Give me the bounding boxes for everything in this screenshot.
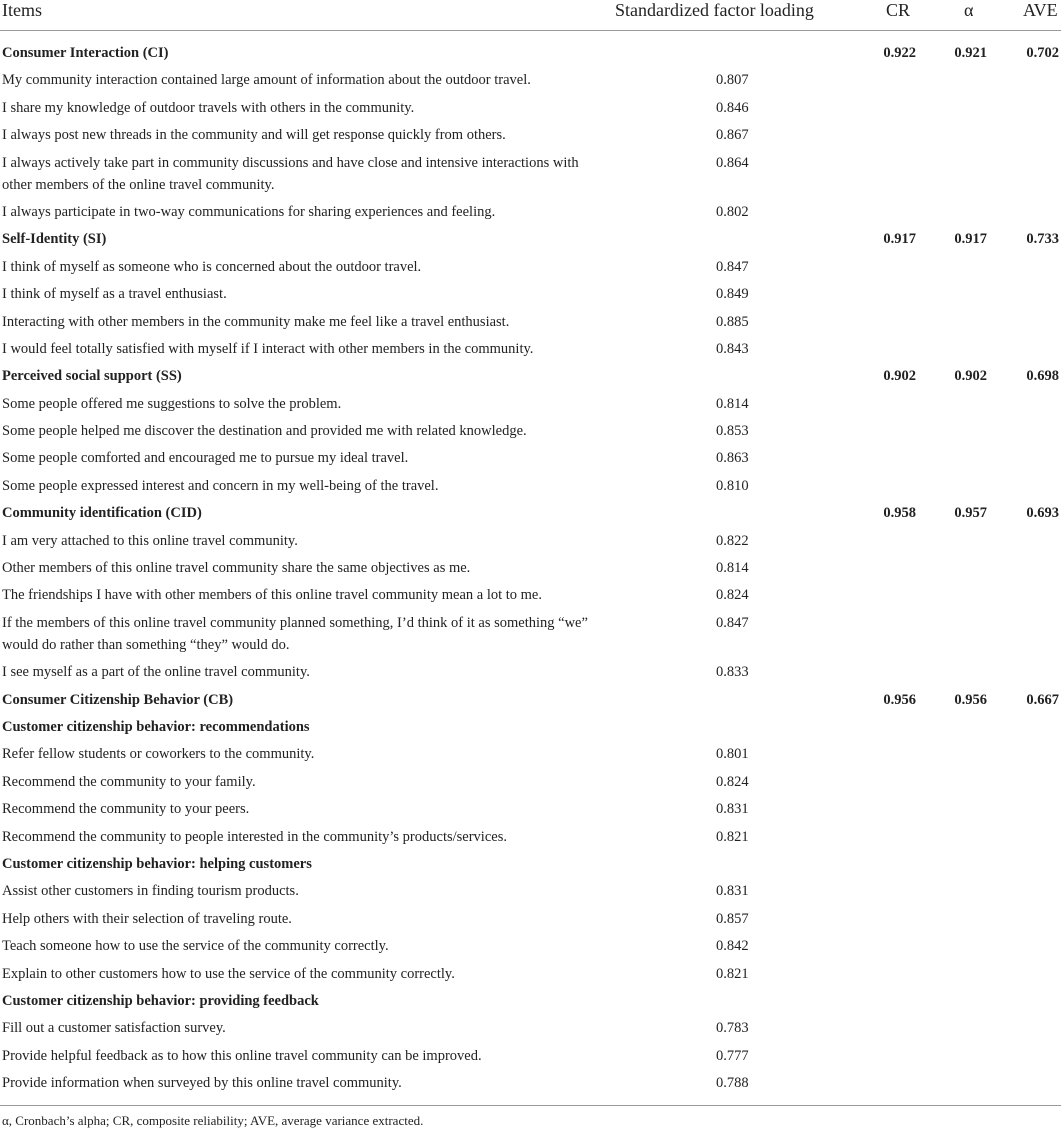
ave-value [987, 582, 1059, 609]
cr-value [800, 528, 916, 555]
row-text: Customer citizenship behavior: helping customers [2, 855, 312, 872]
factor-loading: 0.831 [716, 801, 749, 818]
cr-value [800, 933, 916, 960]
factor-loading: 0.833 [716, 664, 749, 681]
item-row [0, 336, 1061, 363]
ave-value [987, 1070, 1059, 1097]
item-row [0, 961, 1061, 988]
row-text: Provide helpful feedback as to how this online travel community can be improved. [2, 1047, 482, 1064]
ave-value [987, 445, 1059, 472]
row-text: Explain to other customers how to use the service of the community correctly. [2, 965, 455, 982]
item-row [0, 122, 1061, 149]
row-text: Community identification (CID) [2, 505, 202, 522]
factor-loading: 0.853 [716, 423, 749, 440]
ave-value [987, 122, 1059, 149]
cr-value [800, 714, 916, 741]
ave-value [987, 851, 1059, 878]
item-row [0, 445, 1061, 472]
cr-value: 0.958 [883, 505, 916, 522]
alpha-value: 0.917 [954, 231, 987, 248]
subconstruct-label [0, 988, 800, 1015]
alpha-value [916, 714, 987, 741]
row-text: I see myself as a part of the online travel community. [2, 664, 310, 681]
row-text: Customer citizenship behavior: providing feedback [2, 992, 319, 1009]
item-row [0, 741, 1061, 768]
row-text: Some people helped me discover the destination and provided me with related knowledge. [2, 423, 527, 440]
item-text [0, 336, 800, 363]
item-text [0, 473, 800, 500]
header-ave: AVE [1023, 0, 1058, 20]
alpha-value [916, 659, 987, 686]
item-text [0, 878, 800, 905]
cr-value [800, 445, 916, 472]
item-text [0, 961, 800, 988]
row-text: Provide information when surveyed by this online travel community. [2, 1075, 402, 1092]
alpha-value [916, 878, 987, 905]
ave-value [987, 555, 1059, 582]
alpha-value [916, 906, 987, 933]
alpha-value: 0.921 [954, 45, 987, 61]
ave-value [987, 741, 1059, 768]
alpha-value [916, 254, 987, 281]
factor-loading: 0.814 [716, 395, 749, 412]
item-text [0, 199, 800, 226]
row-text: Some people comforted and encouraged me to pursue my ideal travel. [2, 450, 409, 467]
item-row [0, 95, 1061, 122]
construct-label [0, 687, 800, 714]
item-row [0, 528, 1061, 555]
row-text: Customer citizenship behavior: recommendations [2, 718, 310, 735]
factor-loading: 0.814 [716, 560, 749, 577]
item-text [0, 150, 800, 199]
item-row [0, 1015, 1061, 1042]
row-text: Teach someone how to use the service of the community correctly. [2, 938, 389, 955]
alpha-value [916, 988, 987, 1015]
construct-row [0, 687, 1061, 714]
item-row [0, 933, 1061, 960]
alpha-value [916, 95, 987, 122]
cr-value [800, 824, 916, 851]
ave-value: 0.667 [1026, 691, 1059, 708]
header-cr: CR [886, 0, 911, 20]
item-text [0, 1070, 800, 1097]
cr-value [800, 610, 916, 659]
cr-value [800, 1015, 916, 1042]
cr-value [800, 961, 916, 988]
row-text: Self-Identity (SI) [2, 231, 107, 248]
row-text: I always post new threads in the community and will get response quickly from others. [2, 127, 506, 144]
factor-loading: 0.885 [716, 313, 749, 330]
item-row [0, 769, 1061, 796]
ave-value [987, 95, 1059, 122]
item-text [0, 659, 800, 686]
row-text: If the members of this online travel community planned something, I’d think of it as something “we” would do rather than something “they” would do. [2, 614, 588, 653]
alpha-value [916, 336, 987, 363]
alpha-value [916, 473, 987, 500]
item-text [0, 528, 800, 555]
cr-value [800, 796, 916, 823]
cr-value [800, 1070, 916, 1097]
row-text: Fill out a customer satisfaction survey. [2, 1020, 226, 1037]
alpha-value [916, 122, 987, 149]
alpha-value [916, 1043, 987, 1070]
factor-loading: 0.821 [716, 828, 749, 845]
cr-value [800, 309, 916, 336]
cr-value: 0.922 [883, 45, 916, 61]
factor-loading: 0.831 [716, 883, 749, 900]
item-row [0, 254, 1061, 281]
row-text: Other members of this online travel community share the same objectives as me. [2, 560, 471, 577]
cr-value [800, 150, 916, 199]
ave-value [987, 878, 1059, 905]
item-row [0, 824, 1061, 851]
item-text [0, 741, 800, 768]
footnote: α, Cronbach’s alpha; CR, composite reliability; AVE, average variance extracted. [2, 1113, 424, 1128]
item-row [0, 659, 1061, 686]
alpha-value [916, 769, 987, 796]
ave-value [987, 309, 1059, 336]
cr-value [800, 122, 916, 149]
alpha-value [916, 851, 987, 878]
row-text: My community interaction contained large amount of information about the outdoor travel. [2, 72, 531, 89]
footer-rule [0, 1105, 1061, 1106]
construct-row [0, 363, 1061, 390]
alpha-value [916, 67, 987, 94]
item-row [0, 150, 1061, 199]
item-text [0, 95, 800, 122]
row-text: Help others with their selection of traveling route. [2, 910, 292, 927]
row-text: I think of myself as someone who is concerned about the outdoor travel. [2, 258, 422, 275]
cr-value [800, 418, 916, 445]
alpha-value [916, 199, 987, 226]
ave-value [987, 610, 1059, 659]
item-text [0, 769, 800, 796]
row-text: I would feel totally satisfied with myself if I interact with other members in the community. [2, 340, 534, 357]
row-text: I share my knowledge of outdoor travels with others in the community. [2, 99, 415, 116]
ave-value [987, 67, 1059, 94]
ave-value [987, 418, 1059, 445]
item-row [0, 878, 1061, 905]
cr-value [800, 473, 916, 500]
item-row [0, 473, 1061, 500]
cr-value [800, 67, 916, 94]
factor-loading: 0.777 [716, 1047, 749, 1064]
alpha-value [916, 824, 987, 851]
cr-value [800, 1043, 916, 1070]
alpha-value: 0.956 [954, 691, 987, 708]
row-text: I think of myself as a travel enthusiast. [2, 286, 227, 303]
alpha-value [916, 391, 987, 418]
construct-row [0, 226, 1061, 253]
alpha-value: 0.957 [954, 505, 987, 522]
cr-value: 0.917 [883, 231, 916, 248]
factor-loading: 0.857 [716, 910, 749, 927]
cr-value [800, 878, 916, 905]
header-alpha: α [964, 0, 974, 20]
item-text [0, 309, 800, 336]
factor-loading: 0.824 [716, 587, 749, 604]
cr-value [800, 988, 916, 1015]
ave-value: 0.698 [1026, 368, 1059, 385]
ave-value: 0.702 [1026, 45, 1059, 61]
item-row [0, 1043, 1061, 1070]
subconstruct-row [0, 851, 1061, 878]
alpha-value [916, 582, 987, 609]
subconstruct-label [0, 851, 800, 878]
alpha-value [916, 418, 987, 445]
ave-value [987, 528, 1059, 555]
row-text: Consumer Citizenship Behavior (CB) [2, 691, 234, 708]
item-text [0, 391, 800, 418]
alpha-value [916, 1070, 987, 1097]
cr-value [800, 741, 916, 768]
ave-value [987, 336, 1059, 363]
item-row [0, 1070, 1061, 1097]
header-items: Items [2, 0, 42, 20]
item-text [0, 1043, 800, 1070]
ave-value [987, 659, 1059, 686]
cr-value [800, 199, 916, 226]
alpha-value: 0.902 [954, 368, 987, 385]
subconstruct-row [0, 988, 1061, 1015]
construct-label [0, 226, 800, 253]
row-text: I am very attached to this online travel community. [2, 532, 298, 549]
cr-value [800, 555, 916, 582]
item-text [0, 445, 800, 472]
row-text: I always participate in two-way communications for sharing experiences and feeling. [2, 203, 496, 220]
item-row [0, 796, 1061, 823]
subconstruct-row [0, 714, 1061, 741]
alpha-value [916, 309, 987, 336]
ave-value [987, 906, 1059, 933]
ave-value [987, 933, 1059, 960]
factor-loading: 0.824 [716, 773, 749, 790]
item-row [0, 309, 1061, 336]
item-row [0, 582, 1061, 609]
item-row [0, 418, 1061, 445]
item-row [0, 610, 1061, 659]
cr-value: 0.956 [883, 691, 916, 708]
item-row [0, 555, 1061, 582]
factor-loading: 0.821 [716, 965, 749, 982]
item-text [0, 582, 800, 609]
header-loading: Standardized factor loading [615, 0, 814, 20]
construct-row [0, 500, 1061, 527]
cr-value [800, 254, 916, 281]
alpha-value [916, 555, 987, 582]
row-text: Some people offered me suggestions to solve the problem. [2, 395, 342, 412]
factor-loading-table [0, 40, 1061, 1097]
factor-loading: 0.842 [716, 938, 749, 955]
ave-value [987, 150, 1059, 199]
factor-loading: 0.847 [716, 258, 749, 275]
row-text: I always actively take part in community discussions and have close and intensive interactions with other members of the online travel community. [2, 154, 579, 193]
factor-loading: 0.802 [716, 203, 749, 220]
item-text [0, 1015, 800, 1042]
item-text [0, 933, 800, 960]
ave-value [987, 796, 1059, 823]
cr-value [800, 906, 916, 933]
row-text: Interacting with other members in the community make me feel like a travel enthusiast. [2, 313, 510, 330]
item-row [0, 67, 1061, 94]
factor-loading: 0.867 [716, 127, 749, 144]
cr-value [800, 769, 916, 796]
factor-loading: 0.847 [716, 614, 749, 631]
alpha-value [916, 528, 987, 555]
factor-loading: 0.807 [716, 72, 749, 89]
item-text [0, 67, 800, 94]
construct-label [0, 40, 800, 67]
alpha-value [916, 961, 987, 988]
row-text: Recommend the community to your peers. [2, 801, 250, 818]
alpha-value [916, 150, 987, 199]
item-text [0, 906, 800, 933]
alpha-value [916, 741, 987, 768]
factor-loading: 0.849 [716, 286, 749, 303]
ave-value [987, 473, 1059, 500]
item-text [0, 418, 800, 445]
cr-value [800, 582, 916, 609]
item-text [0, 610, 800, 659]
item-row [0, 199, 1061, 226]
factor-loading: 0.846 [716, 99, 749, 116]
item-text [0, 122, 800, 149]
cr-value [800, 851, 916, 878]
row-text: Recommend the community to your family. [2, 773, 256, 790]
alpha-value [916, 281, 987, 308]
item-row [0, 281, 1061, 308]
cr-value [800, 281, 916, 308]
construct-row [0, 40, 1061, 67]
ave-value [987, 254, 1059, 281]
cr-value [800, 95, 916, 122]
ave-value [987, 1015, 1059, 1042]
alpha-value [916, 610, 987, 659]
factor-loading: 0.788 [716, 1075, 749, 1092]
ave-value [987, 1043, 1059, 1070]
factor-loading: 0.863 [716, 450, 749, 467]
item-row [0, 906, 1061, 933]
factor-loading: 0.864 [716, 154, 749, 171]
alpha-value [916, 445, 987, 472]
row-text: Recommend the community to people interested in the community’s products/services. [2, 828, 507, 845]
row-text: Consumer Interaction (CI) [2, 45, 169, 61]
factor-loading: 0.822 [716, 532, 749, 549]
row-text: Some people expressed interest and concern in my well-being of the travel. [2, 477, 439, 494]
construct-label [0, 363, 800, 390]
row-text: Perceived social support (SS) [2, 368, 182, 385]
ave-value [987, 281, 1059, 308]
alpha-value [916, 796, 987, 823]
item-text [0, 281, 800, 308]
row-text: The friendships I have with other members of this online travel community mean a lot to me. [2, 587, 542, 604]
ave-value: 0.693 [1026, 505, 1059, 522]
cr-value: 0.902 [883, 368, 916, 385]
item-text [0, 254, 800, 281]
ave-value [987, 199, 1059, 226]
alpha-value [916, 1015, 987, 1042]
factor-loading: 0.843 [716, 340, 749, 357]
factor-loading: 0.810 [716, 477, 749, 494]
cr-value [800, 659, 916, 686]
cr-value [800, 336, 916, 363]
row-text: Refer fellow students or coworkers to the community. [2, 746, 315, 763]
ave-value: 0.733 [1026, 231, 1059, 248]
table-body [0, 40, 1061, 1097]
ave-value [987, 391, 1059, 418]
ave-value [987, 988, 1059, 1015]
alpha-value [916, 933, 987, 960]
construct-label [0, 500, 800, 527]
cr-value [800, 391, 916, 418]
header-rule [0, 30, 1061, 31]
item-text [0, 824, 800, 851]
factor-loading: 0.783 [716, 1020, 749, 1037]
ave-value [987, 961, 1059, 988]
ave-value [987, 769, 1059, 796]
item-text [0, 555, 800, 582]
item-text [0, 796, 800, 823]
ave-value [987, 824, 1059, 851]
row-text: Assist other customers in finding tourism products. [2, 883, 299, 900]
ave-value [987, 714, 1059, 741]
factor-loading: 0.801 [716, 746, 749, 763]
item-row [0, 391, 1061, 418]
subconstruct-label [0, 714, 800, 741]
